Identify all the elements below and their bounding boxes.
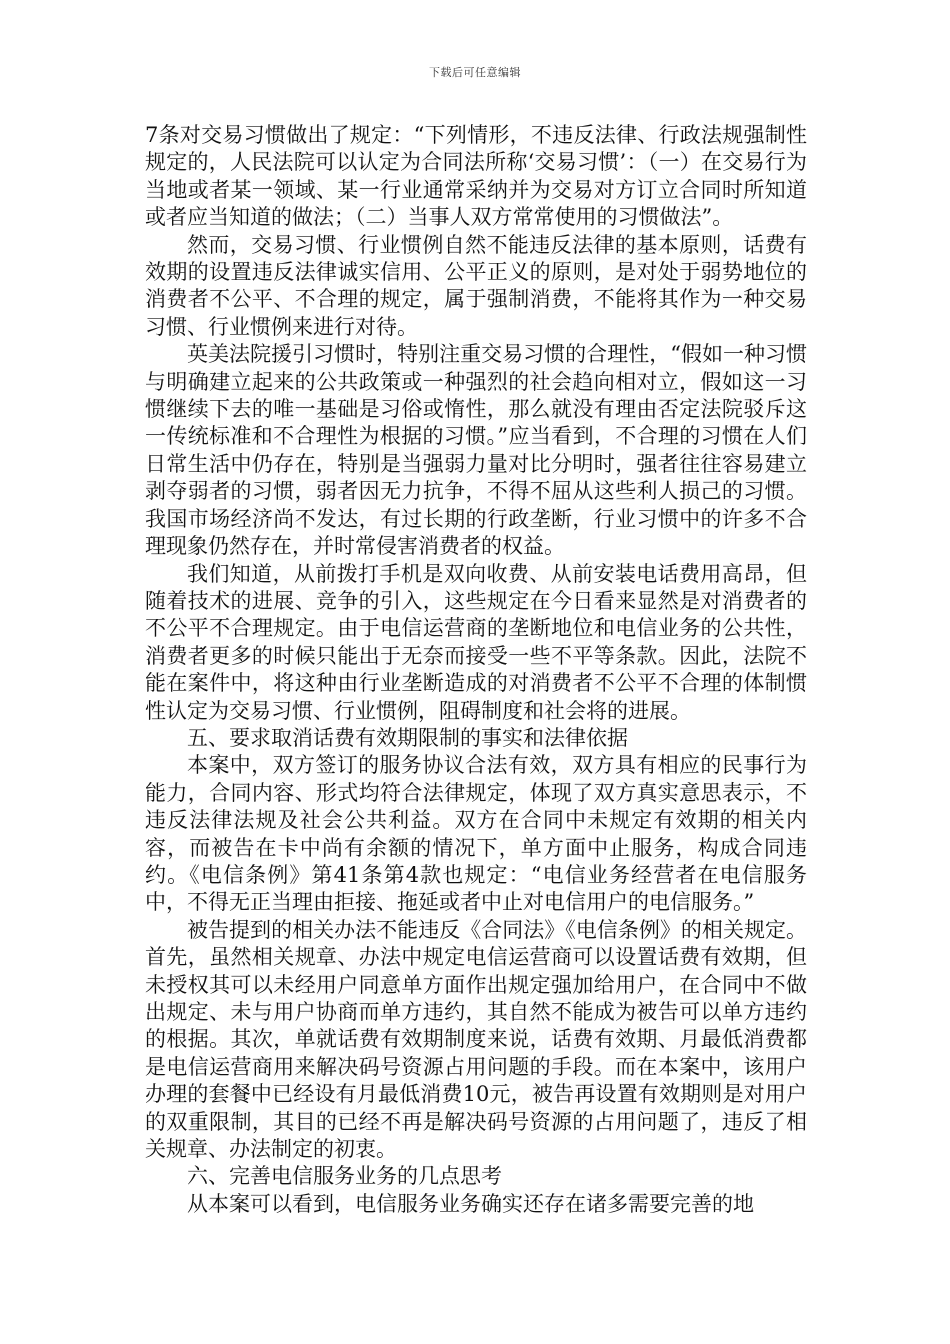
paragraph: 本案中，双方签订的服务协议合法有效，双方具有相应的民事行为能力，合同内容、形式均符合法律规定，体现了双方真实意思表示，不违反法律法规及社会公共利益。双方在合同中未规定有效期的相关内容，而被告在卡中尚有余额的情况下，单方面中止服务，构成合同违约。《电信条例》第41条第4款也规定：“电信业务经营者在电信服务中，不得无正当理由拒接、拖延或者中止对电信用户的电信服务。” — [145, 753, 807, 915]
paragraph: 然而，交易习惯、行业惯例自然不能违反法律的基本原则，话费有效期的设置违反法律诚实信用、公平正义的原则，是对处于弱势地位的消费者不公平、不合理的规定，属于强制消费，不能将其作为一种交易习惯、行业惯例来进行对待。 — [145, 232, 807, 339]
paragraph: 被告提到的相关办法不能违反《合同法》《电信条例》的相关规定。首先，虽然相关规章、办法中规定电信运营商可以设置话费有效期，但未授权其可以未经用户同意单方面作出规定强加给用户，在合同中不做出规定、未与用户协商而单方违约，其自然不能成为被告可以单方违约的根据。其次，单就话费有效期制度来说，话费有效期、月最低消费都是电信运营商用来解决码号资源占用问题的手段。而在本案中，该用户办理的套餐中已经设有月最低消费10元，被告再设置有效期则是对用户的双重限制，其目的已经不再是解决码号资源的占用问题了，违反了相关规章、办法制定的初衷。 — [145, 917, 807, 1162]
document-body — [145, 122, 807, 1218]
paragraph: 7条对交易习惯做出了规定：“下列情形，不违反法律、行政法规强制性规定的，人民法院可以认定为合同法所称‘交易习惯’：（一）在交易行为当地或者某一领域、某一行业通常采纳并为交易对方订立合同时所知道或者应当知道的做法；（二）当事人双方常常使用的习惯做法”。 — [145, 123, 807, 230]
paragraph: 从本案可以看到，电信服务业务确实还存在诸多需要完善的地 — [187, 1191, 754, 1216]
paragraph: 我们知道，从前拨打手机是双向收费、从前安装电话费用高昂，但随着技术的进展、竞争的引入，这些规定在今日看来显然是对消费者的不公平不合理规定。由于电信运营商的垄断地位和电信业务的公共性，消费者更多的时候只能出于无奈而接受一些不平等条款。因此，法院不能在案件中，将这种由行业垄断造成的对消费者不公平不合理的体制惯性认定为交易习惯、行业惯例，阻碍制度和社会将的进展。 — [145, 561, 807, 723]
page-header: 下载后可任意编辑 — [429, 66, 521, 79]
paragraph: 英美法院援引习惯时，特别注重交易习惯的合理性，“假如一种习惯与明确建立起来的公共政策或一种强烈的社会趋向相对立，假如这一习惯继续下去的唯一基础是习俗或惰性，那么就没有理由否定法院驳斥这一传统标准和不合理性为根据的习惯。”应当看到，不合理的习惯在人们日常生活中仍存在，特别是当强弱力量对比分明时，强者往往容易建立剥夺弱者的习惯，弱者因无力抗争，不得不屈从这些利人损己的习惯。我国市场经济尚不发达，有过长期的行政垄断，行业习惯中的许多不合理现象仍然存在，并时常侵害消费者的权益。 — [145, 342, 807, 559]
section-heading: 五、要求取消话费有效期限制的事实和法律依据 — [187, 725, 628, 750]
section-heading: 六、完善电信服务业务的几点思考 — [187, 1164, 502, 1189]
